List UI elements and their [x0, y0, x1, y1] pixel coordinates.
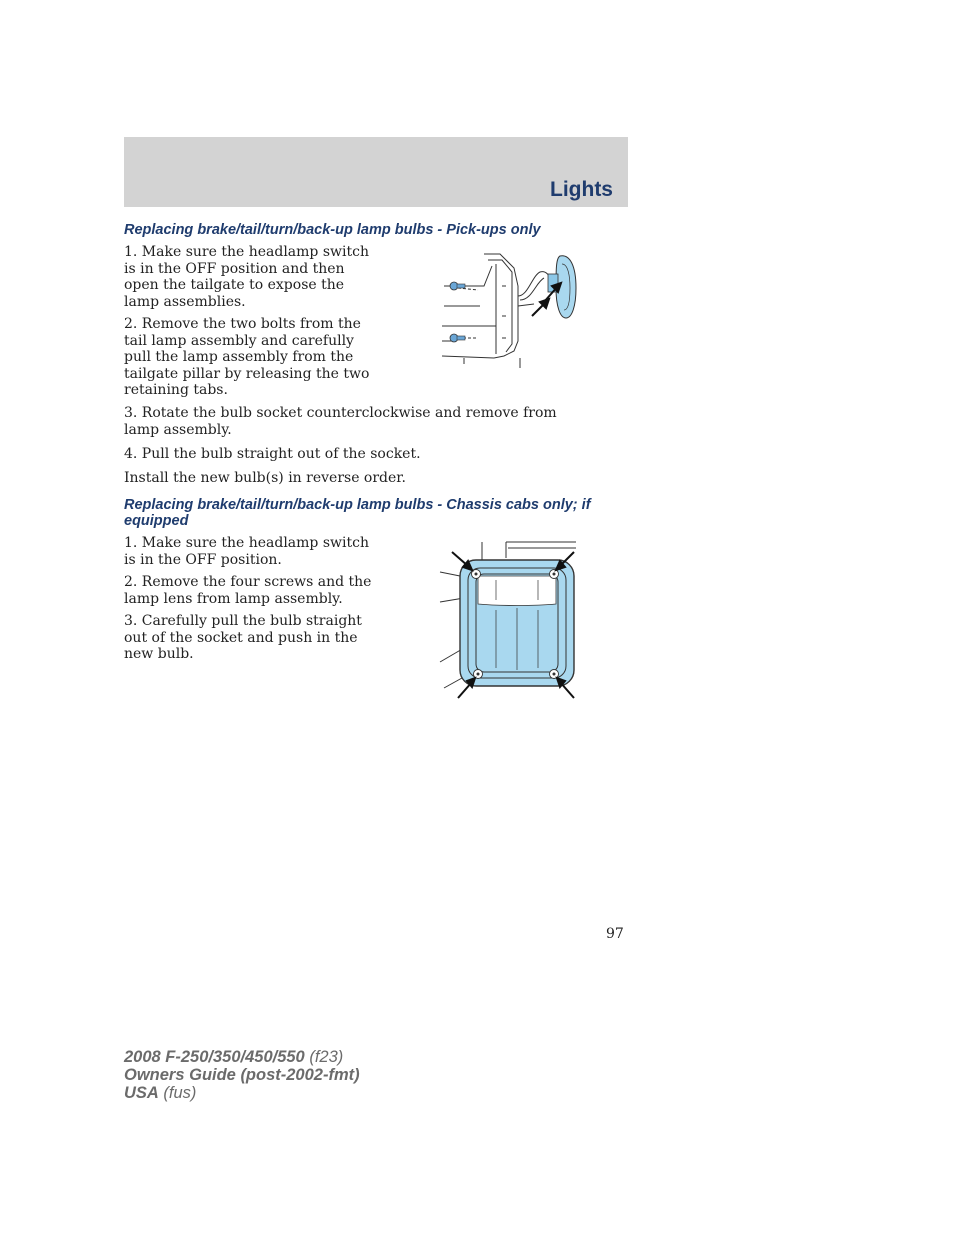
- footer-line-3: USA (fus): [124, 1084, 197, 1102]
- footer-line-2: Owners Guide (post-2002-fmt): [124, 1066, 360, 1084]
- section-heading-pickups: Replacing brake/tail/turn/back-up lamp bulbs - Pick-ups only: [124, 222, 541, 238]
- page-title: Lights: [550, 178, 613, 201]
- step-1-pickups: 1. Make sure the headlamp switch is in the OFF position and then open the tailgate to expose the lamp assemblies.: [124, 244, 369, 310]
- footer: [124, 1048, 360, 1102]
- install-note: Install the new bulb(s) in reverse order.: [124, 470, 406, 486]
- bolt-icon: [450, 334, 465, 342]
- step-3-chassis: 3. Carefully pull the bulb straight out of the socket and push in the new bulb.: [124, 613, 362, 662]
- header-band: [124, 137, 628, 207]
- step-4-pickups: 4. Pull the bulb straight out of the socket.: [124, 446, 421, 462]
- section-heading-chassis-cabs: Replacing brake/tail/turn/back-up lamp bulbs - Chassis cabs only; if equipped: [124, 497, 591, 529]
- step-3-pickups: 3. Rotate the bulb socket counterclockwise and remove from lamp assembly.: [124, 405, 557, 438]
- footer-line-1: 2008 F-250/350/450/550 (f23): [124, 1048, 344, 1066]
- bolt-icon: [450, 282, 465, 290]
- step-2-pickups: 2. Remove the two bolts from the tail lamp assembly and carefully pull the lamp assembly from the tailgate pillar by releasing the two retaining tabs.: [124, 316, 370, 398]
- step-2-chassis: 2. Remove the four screws and the lamp lens from lamp assembly.: [124, 574, 372, 607]
- page-number: 97: [606, 926, 624, 942]
- step-1-chassis: 1. Make sure the headlamp switch is in the OFF position.: [124, 535, 369, 568]
- chassis-cab-lamp-illustration: [436, 538, 582, 700]
- pickup-tail-lamp-illustration: [436, 246, 596, 371]
